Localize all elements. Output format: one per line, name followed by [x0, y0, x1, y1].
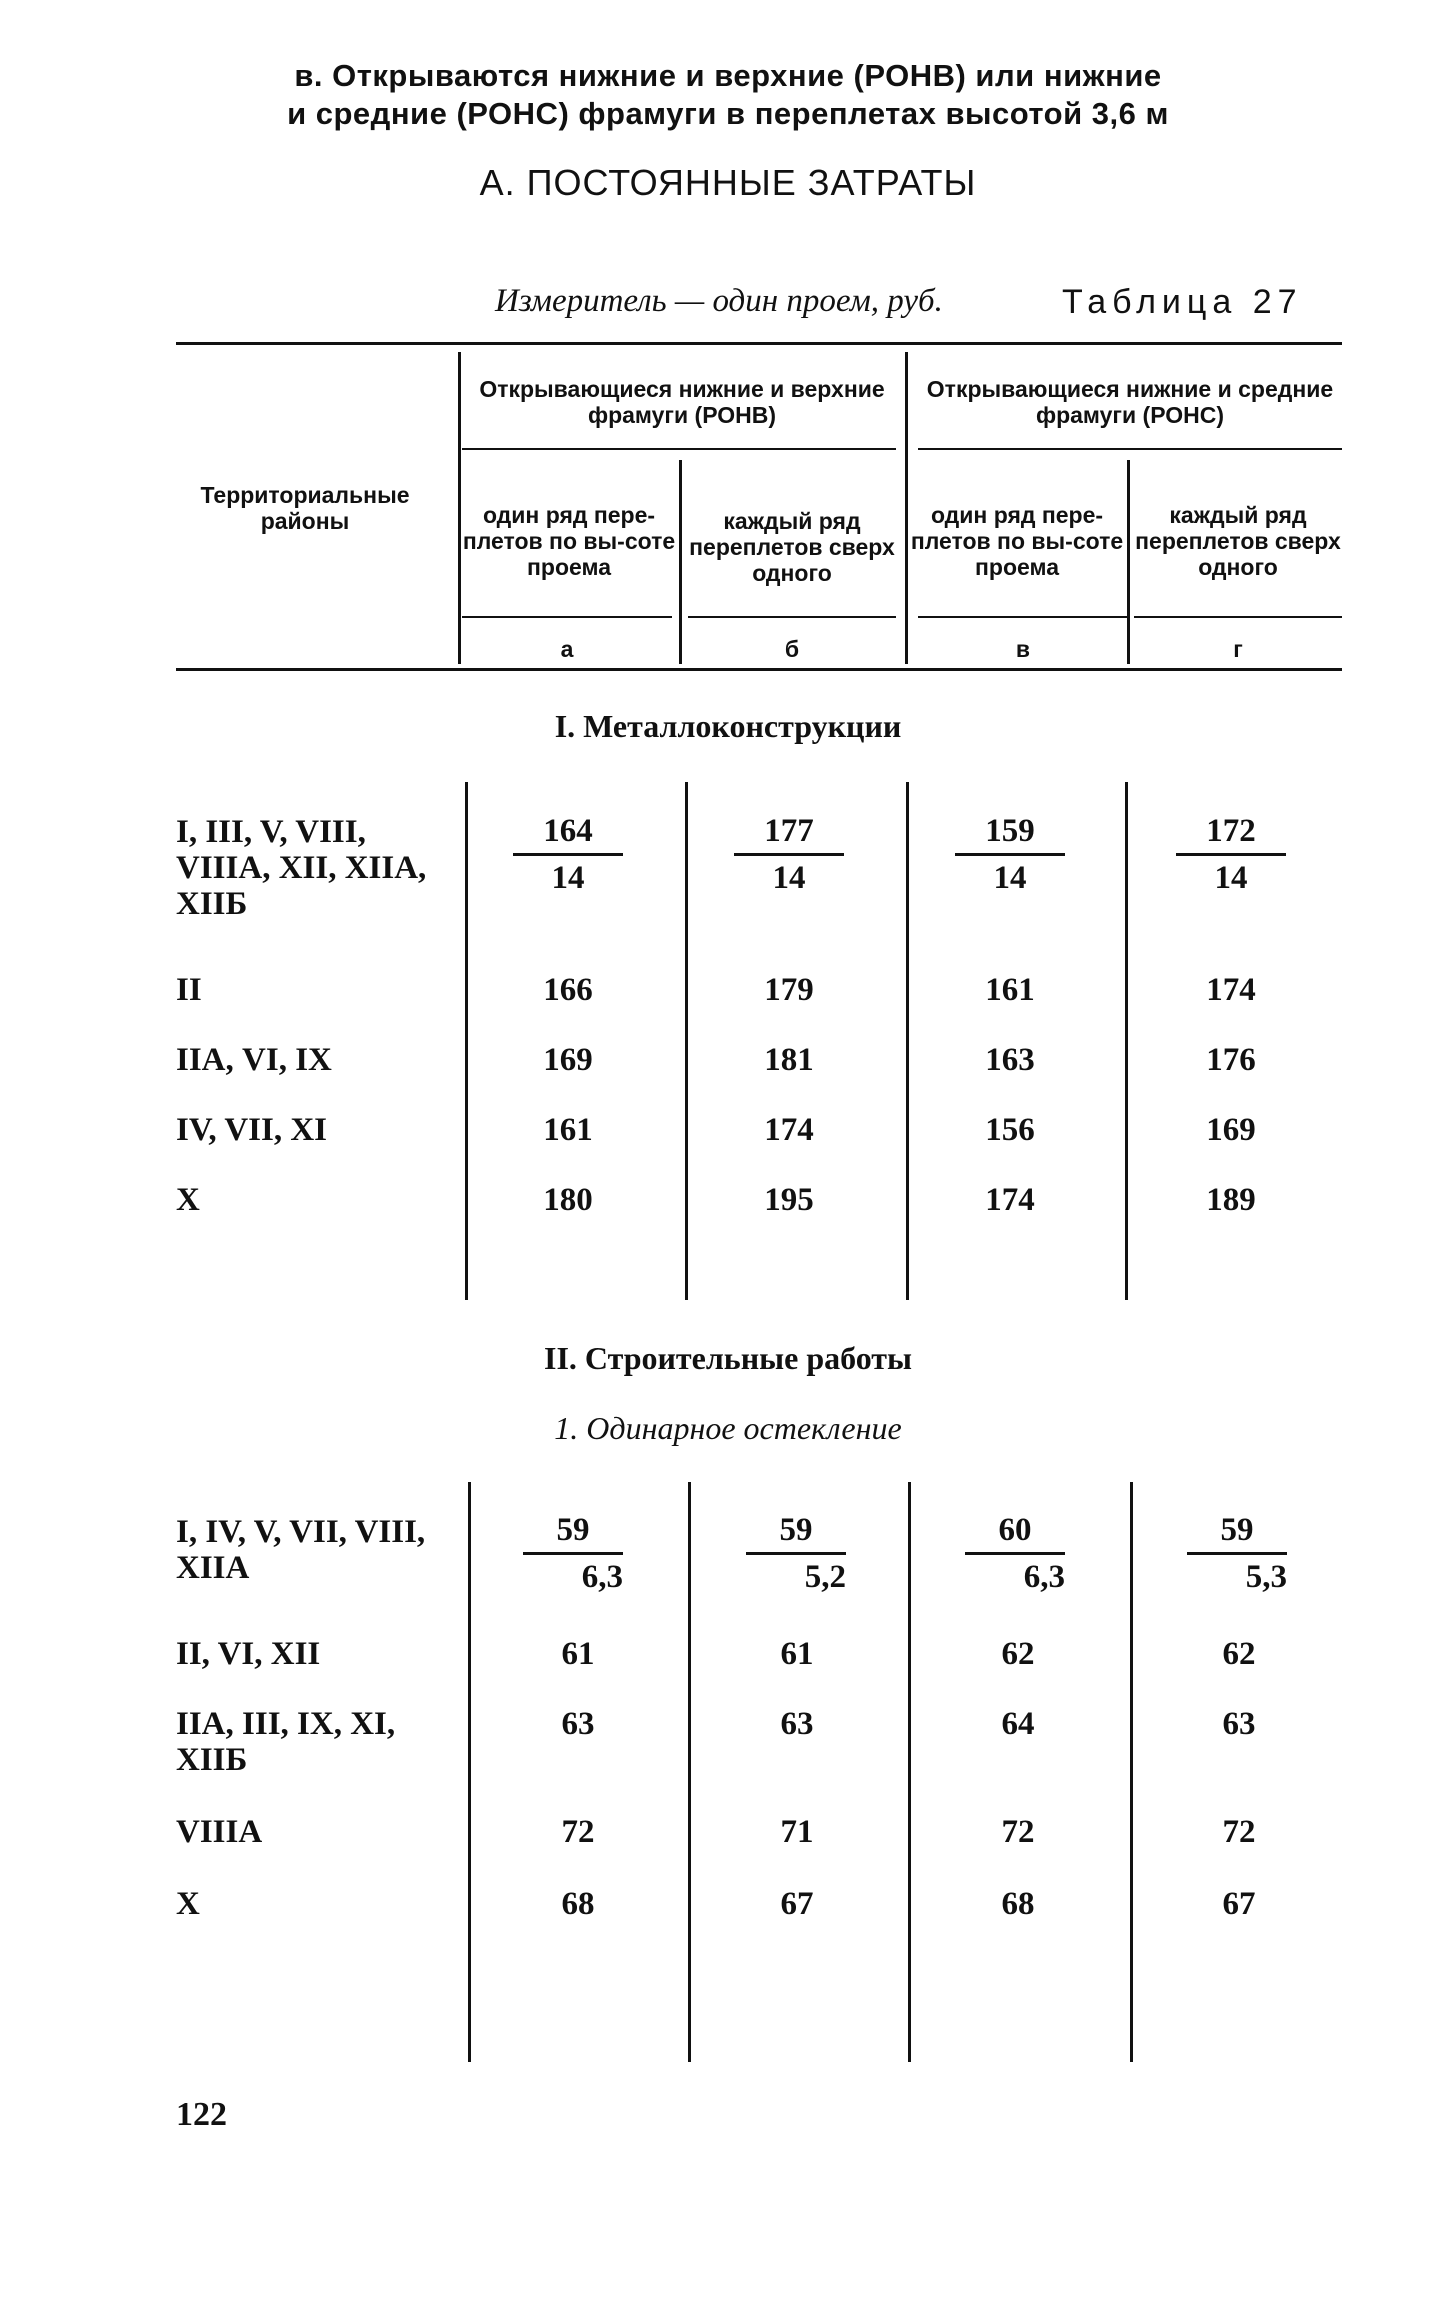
s1-cell: 174: [1206, 972, 1256, 1008]
sub-header-a: один ряд пере-плетов по вы-соте проема: [462, 502, 676, 580]
s2-fraction-b: [746, 1510, 846, 1597]
s1-cell: 195: [764, 1182, 814, 1218]
s1-divider-3: [906, 782, 909, 1300]
fraction-bar: [513, 853, 623, 856]
s2-divider-3: [908, 1482, 911, 2062]
denominator: 5,3: [1245, 1559, 1287, 1595]
s2-fraction-a: [523, 1510, 623, 1597]
numerator: 59: [1220, 1512, 1254, 1548]
fraction-bar: [1176, 853, 1286, 856]
s1-cell: 179: [764, 972, 814, 1008]
s2-divider-2: [688, 1482, 691, 2062]
s1-row-label: II: [176, 972, 202, 1008]
title-line-1: в. Открываются нижние и верхние (РОНВ) или нижние: [294, 58, 1162, 93]
s2-row-label: II, VI, XII: [176, 1636, 321, 1672]
s1-cell: 180: [543, 1182, 593, 1218]
s2-row-label: X: [176, 1886, 200, 1922]
measure-unit: Измеритель — один проем, руб.: [495, 283, 943, 319]
s2-cell: 72: [1001, 1814, 1035, 1850]
s1-cell: 166: [543, 972, 593, 1008]
s1-fraction-b: [734, 811, 844, 898]
denominator: 14: [551, 860, 585, 896]
s1-cell: 163: [985, 1042, 1035, 1078]
sub-header-c: один ряд пере-плетов по вы-соте проема: [910, 502, 1124, 580]
numerator: 159: [985, 813, 1035, 849]
region-column-header: Территориальные районы: [200, 482, 410, 534]
fraction-bar: [523, 1552, 623, 1555]
s2-row-label: VIIIА: [176, 1814, 263, 1850]
s2-cell: 67: [780, 1886, 814, 1922]
denominator: 6,3: [1023, 1559, 1065, 1595]
s1-cell: 174: [985, 1182, 1035, 1218]
group2-header: Открывающиеся нижние и средние фрамуги (РОНС): [926, 376, 1334, 428]
s1-row-label: IIА, VI, IX: [176, 1042, 332, 1078]
section2-subtitle: 1. Одинарное остекление: [554, 1410, 902, 1446]
denominator: 14: [1214, 860, 1248, 896]
denominator: 14: [772, 860, 806, 896]
s1-divider-4: [1125, 782, 1128, 1300]
s2-cell: 72: [1222, 1814, 1256, 1850]
s2-cell: 64: [1001, 1706, 1035, 1742]
s2-cell: 62: [1222, 1636, 1256, 1672]
denominator: 14: [993, 860, 1027, 896]
col-letter-b: б: [784, 636, 800, 662]
numerator: 177: [764, 813, 814, 849]
header-bottom-rule: [176, 668, 1342, 671]
s1-cell: 156: [985, 1112, 1035, 1148]
s2-cell: 72: [561, 1814, 595, 1850]
header-divider-1: [458, 352, 461, 664]
header-group-rule-1: [462, 448, 896, 450]
s2-cell: 68: [1001, 1886, 1035, 1922]
subtitle: А. ПОСТОЯННЫЕ ЗАТРАТЫ: [479, 162, 977, 203]
s2-fraction-d: [1187, 1510, 1287, 1597]
header-sub-rule-b: [688, 616, 896, 618]
sub-header-d: каждый ряд переплетов сверх одного: [1135, 502, 1341, 580]
s2-divider-1: [468, 1482, 471, 2062]
header-group-rule-2: [918, 448, 1342, 450]
s2-cell: 63: [561, 1706, 595, 1742]
col-letter-a: а: [560, 636, 574, 662]
s2-cell: 63: [780, 1706, 814, 1742]
numerator: 59: [556, 1512, 590, 1548]
table-top-rule: [176, 342, 1342, 345]
numerator: 60: [998, 1512, 1032, 1548]
s1-cell: 161: [985, 972, 1035, 1008]
header-sub-rule-a: [462, 616, 672, 618]
denominator: 5,2: [804, 1559, 846, 1595]
s1-cell: 169: [543, 1042, 593, 1078]
numerator: 172: [1206, 813, 1256, 849]
header-sub-rule-d: [1134, 616, 1342, 618]
fraction-bar: [1187, 1552, 1287, 1555]
col-letter-d: г: [1233, 636, 1243, 662]
fraction-bar: [965, 1552, 1065, 1555]
s1-cell: 174: [764, 1112, 814, 1148]
s1-fraction-a: [513, 811, 623, 898]
header-divider-2: [679, 460, 682, 664]
s1-row-label: IV, VII, XI: [176, 1112, 328, 1148]
denominator: 6,3: [581, 1559, 623, 1595]
section1-title: I. Металлоконструкции: [554, 708, 902, 744]
section2-title: II. Строительные работы: [543, 1340, 912, 1376]
col-letter-c: в: [1015, 636, 1031, 662]
s1-row-label: X: [176, 1182, 200, 1218]
s1-cell: 189: [1206, 1182, 1256, 1218]
fraction-bar: [734, 853, 844, 856]
group1-header: Открывающиеся нижние и верхние фрамуги (РОНВ): [479, 376, 885, 428]
s1-cell: 161: [543, 1112, 593, 1148]
page-number: 122: [176, 2096, 227, 2133]
s1-divider-2: [685, 782, 688, 1300]
s1-fraction-c: [955, 811, 1065, 898]
s2-row-label: IIА, III, IX, XI, XIIБ: [176, 1706, 396, 1778]
s1-cell: 181: [764, 1042, 814, 1078]
s2-cell: 68: [561, 1886, 595, 1922]
s2-cell: 67: [1222, 1886, 1256, 1922]
s1-row-label: I, III, V, VIII, VIIIА, XII, XIIА, XIIБ: [176, 814, 427, 922]
header-divider-4: [1127, 460, 1130, 664]
s2-cell: 61: [780, 1636, 814, 1672]
s2-row-label: I, IV, V, VII, VIII, XIIА: [176, 1514, 426, 1586]
header-divider-3: [905, 352, 908, 664]
numerator: 59: [779, 1512, 813, 1548]
s2-cell: 71: [780, 1814, 814, 1850]
fraction-bar: [746, 1552, 846, 1555]
s2-fraction-c: [965, 1510, 1065, 1597]
s1-cell: 169: [1206, 1112, 1256, 1148]
table-label: Таблица 27: [1062, 283, 1303, 321]
header-sub-rule-c: [918, 616, 1128, 618]
sub-header-b: каждый ряд переплетов сверх одного: [689, 508, 895, 586]
s2-cell: 62: [1001, 1636, 1035, 1672]
s1-fraction-d: [1176, 811, 1286, 898]
s2-cell: 61: [561, 1636, 595, 1672]
s2-cell: 63: [1222, 1706, 1256, 1742]
numerator: 164: [543, 813, 593, 849]
fraction-bar: [955, 853, 1065, 856]
s1-cell: 176: [1206, 1042, 1256, 1078]
title-line-2: и средние (РОНС) фрамуги в переплетах высотой 3,6 м: [287, 96, 1169, 131]
s2-divider-4: [1130, 1482, 1133, 2062]
